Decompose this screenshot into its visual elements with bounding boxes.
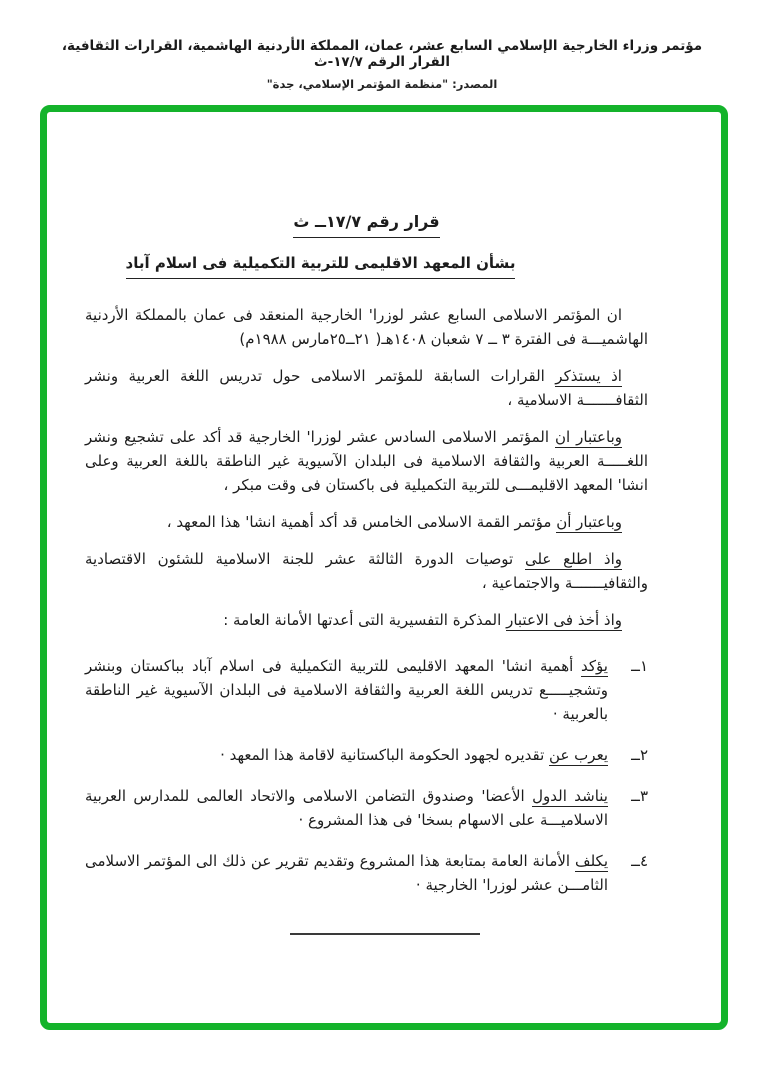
page-header: [0, 38, 764, 91]
item-number: ٤ــ: [631, 852, 648, 870]
preamble-paragraph: [85, 547, 648, 595]
header-source-line: المصدر: "منظمة المؤتمر الإسلامي، جدة": [266, 77, 498, 91]
item-number: ٢ــ: [631, 746, 648, 764]
resolution-item: [85, 654, 648, 726]
item-paragraph: [85, 654, 608, 726]
paragraph-text: توصيات الدورة الثالثة عشر للجنة الاسلامية للشئون الاقتصادية والثقافيـــــــة والاجتماعية ،: [85, 550, 648, 592]
paragraph-text: القرارات السابقة للمؤتمر الاسلامى حول تدريس اللغة العربية ونشر الثقافـــــــة الاسلامية ،: [85, 367, 648, 409]
resolution-items: [85, 654, 648, 897]
item-paragraph: [85, 743, 608, 767]
resolution-item: [85, 743, 648, 767]
resolution-title-text: قرار رقم ١٧/٧ــ ث: [293, 210, 439, 238]
resolution-subtitle: [85, 251, 648, 279]
preamble-paragraph: [85, 510, 648, 534]
item-lead: يناشد الدول: [532, 787, 608, 805]
item-text: تقديره لجهود الحكومة الباكستانية لاقامة هذا المعهد ·: [220, 746, 545, 764]
paragraph-text: المذكرة التفسيرية التى أعدتها الأمانة العامة :: [223, 611, 502, 629]
paragraph-text: مؤتمر القمة الاسلامى الخامس قد أكد أهمية انشا' هذا المعهد ،: [166, 513, 552, 531]
paragraph-lead: واذ أخذ فى الاعتبار: [506, 611, 622, 629]
paragraph-lead: اذ يستذكر: [555, 367, 622, 385]
item-text: أهمية انشا' المعهد الاقليمى للتربية التكميلية فى اسلام آباد بباكستان وبنشر وتشجيـــــع تدريس اللغة العربية والثقافة الاسلامية فى البلدان الآسيوية غير الناطقة بالعربية ·: [85, 657, 608, 723]
paragraph-text: المؤتمر الاسلامى السادس عشر لوزرا' الخارجية قد أكد على تشجيع ونشر اللغـــــة العربية والثقافة الاسلامية فى البلدان الآسيوية غير الناطقة باللغة العربية وعلى انشا' المعهد الاقليمـــى للتربية التكميلية فى باكستان فى وقت مبكر ،: [85, 428, 648, 494]
resolution-item: [85, 784, 648, 832]
resolution-item: [85, 849, 648, 897]
resolution-title: [85, 210, 648, 238]
preamble-paragraph: [85, 425, 648, 497]
item-lead: يكلف: [575, 852, 608, 870]
paragraph-lead: وباعتبار ان: [555, 428, 622, 446]
item-lead: يؤكد: [581, 657, 608, 675]
document-body: [47, 112, 721, 935]
document-frame: [40, 105, 728, 1030]
paragraph-lead: واذ اطلع على: [524, 550, 622, 568]
item-paragraph: [85, 784, 608, 832]
item-number: ١ــ: [631, 657, 648, 675]
item-text: الأمانة العامة بمتابعة هذا المشروع وتقديم تقرير عن ذلك الى المؤتمر الاسلامى الثامـــن عشر لوزرا' الخارجية ·: [85, 852, 608, 894]
item-paragraph: [85, 849, 608, 897]
preamble-paragraph: [85, 364, 648, 412]
paragraph-text: ان المؤتمر الاسلامى السابع عشر لوزرا' الخارجية المنعقد فى عمان بالمملكة الأردنية الهاشميـــة فى الفترة ٣ ــ ٧ شعبان ١٤٠٨هـ( ٢١ــ٢٥مارس ١٩٨٨م): [85, 306, 648, 348]
header-citation-line: مؤتمر وزراء الخارجية الإسلامي السابع عشر، عمان، المملكة الأردنية الهاشمية، القرارات الثقافية، القرار الرقم ١٧/٧-ث: [61, 38, 703, 70]
item-number: ٣ــ: [631, 787, 648, 805]
preamble-paragraph: [85, 303, 648, 351]
resolution-subtitle-text: بشأن المعهد الاقليمى للتربية التكميلية فى اسلام آباد: [126, 251, 516, 279]
item-text: الأعضا' وصندوق التضامن الاسلامى والاتحاد العالمى للمدارس العربية الاسلاميـــة على الاسهام بسخا' فى هذا المشروع ·: [85, 787, 608, 829]
item-lead: يعرب عن: [549, 746, 608, 764]
paragraph-lead: وباعتبار أن: [556, 513, 622, 531]
preamble-paragraph: [85, 608, 648, 632]
footer-separator-line: [290, 933, 480, 935]
